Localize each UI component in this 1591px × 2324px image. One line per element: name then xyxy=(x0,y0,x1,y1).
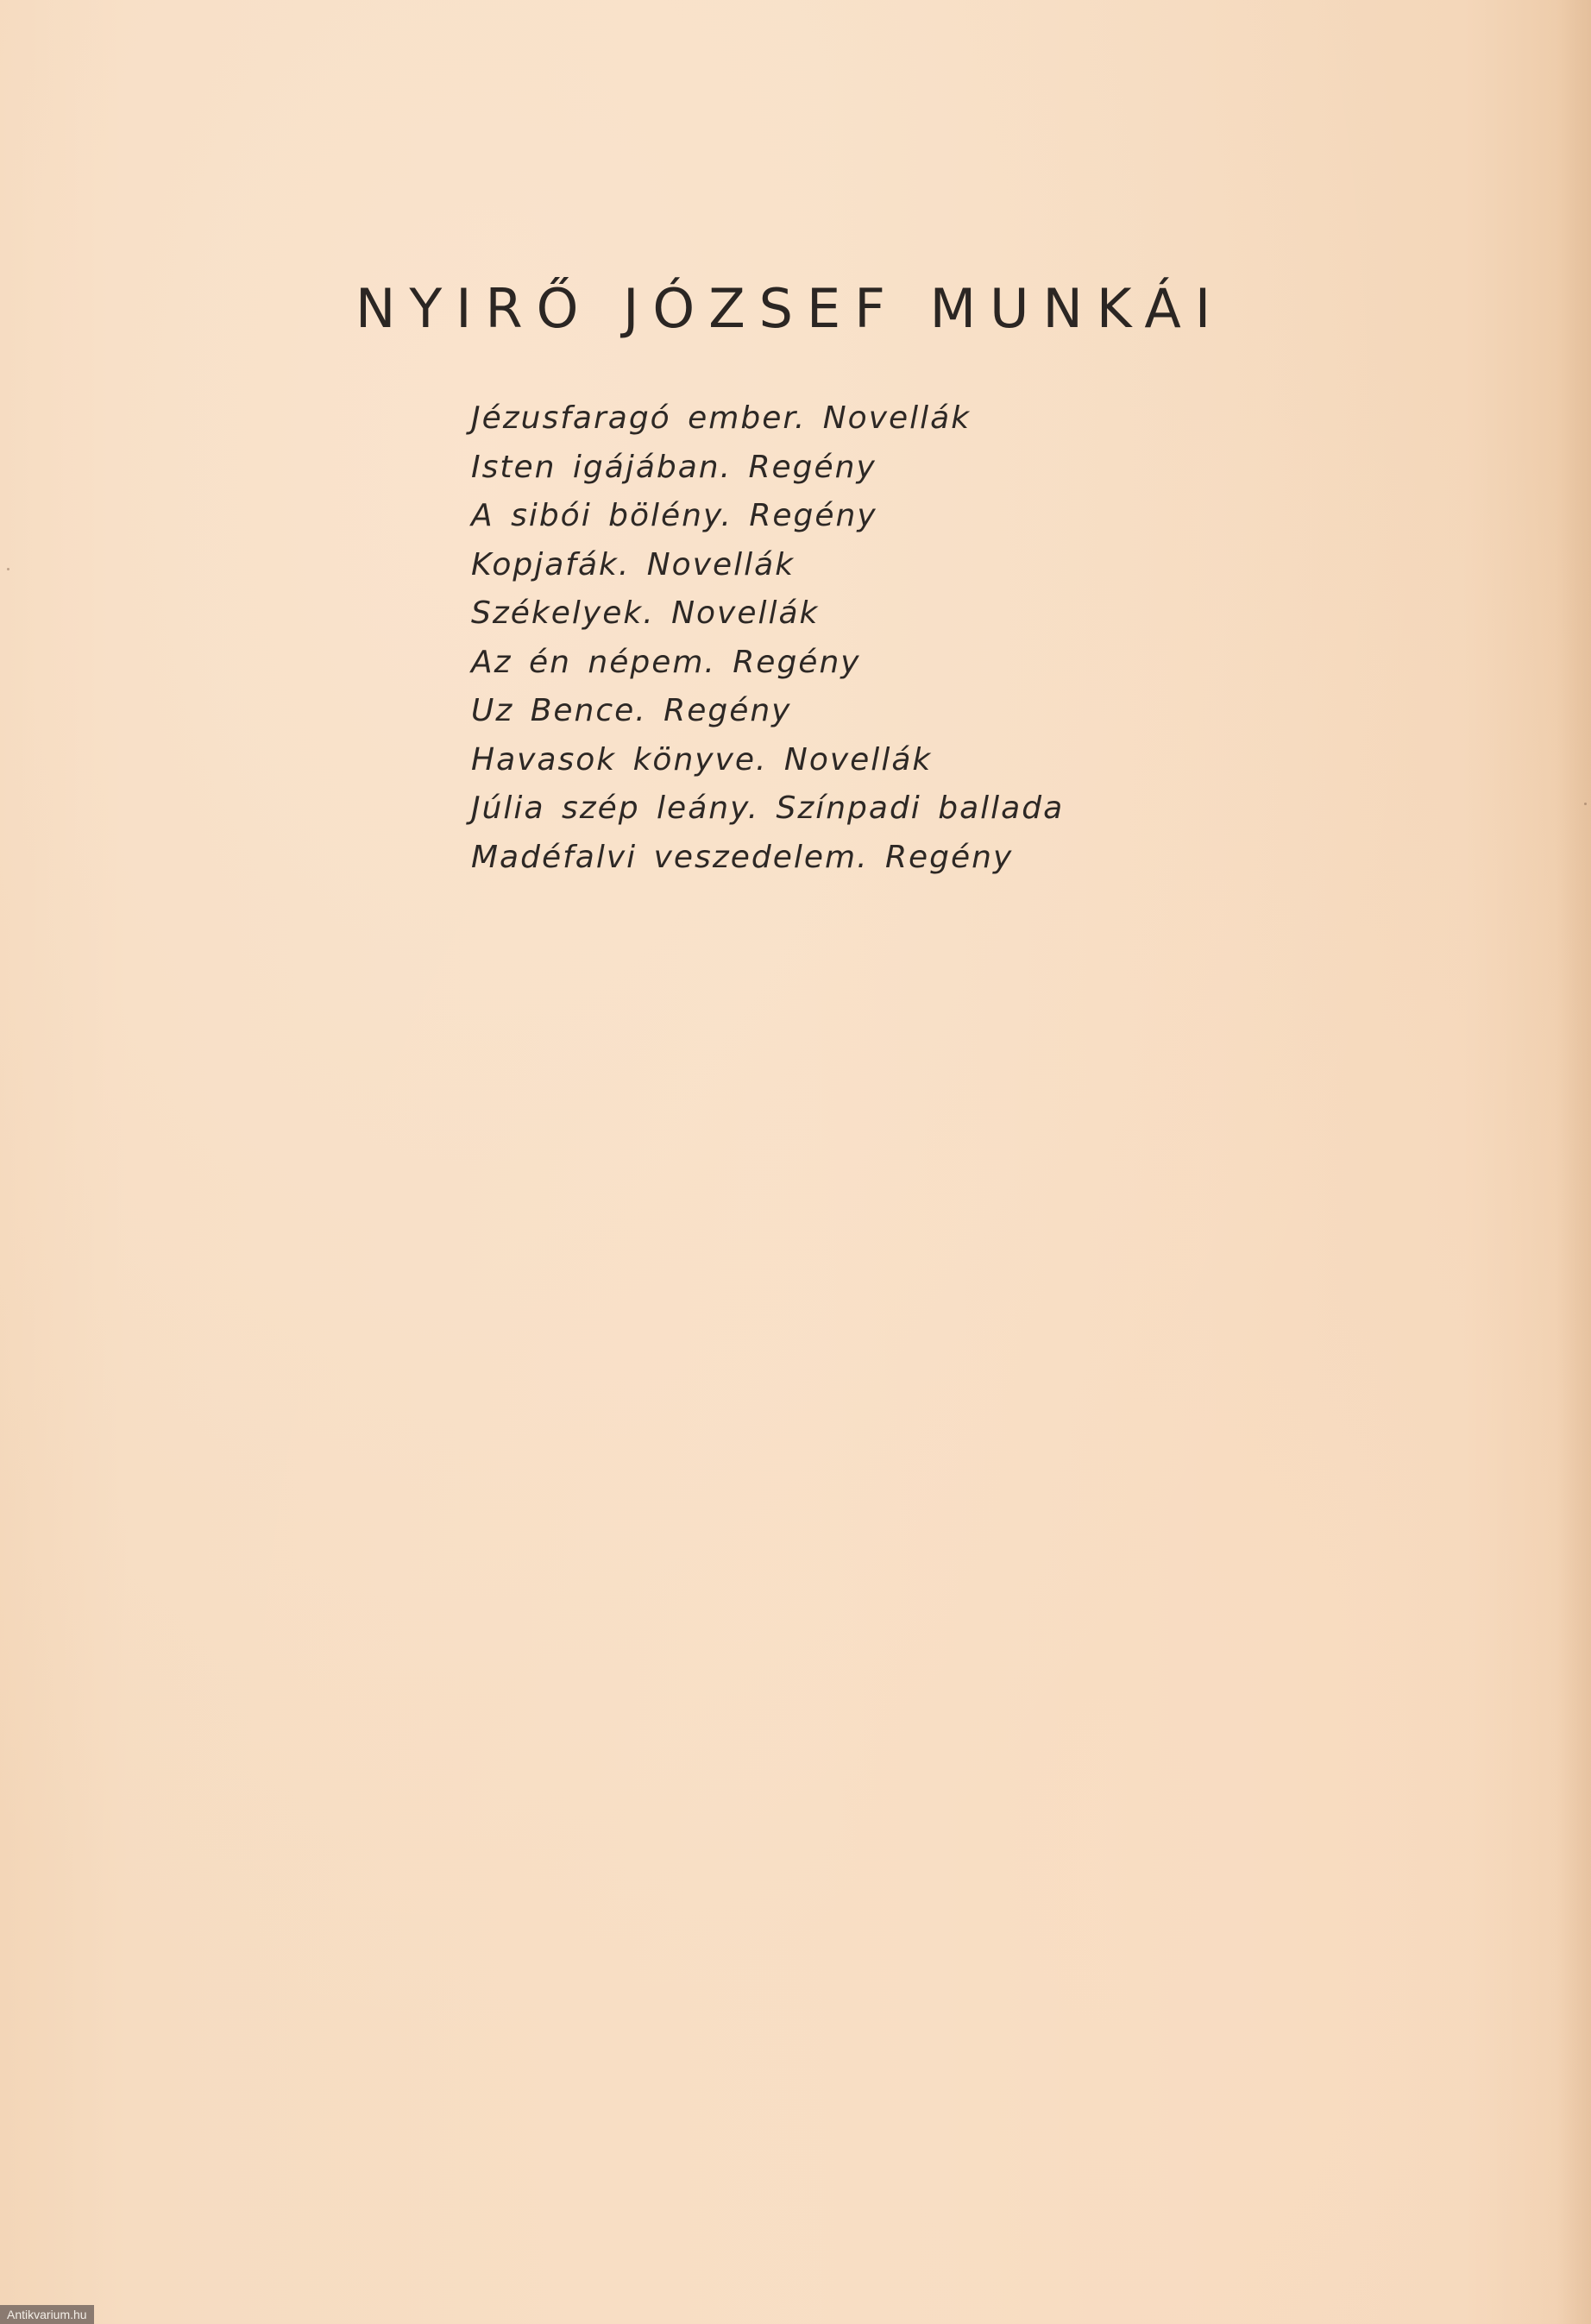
list-item: Madéfalvi veszedelem. Regény xyxy=(471,839,1014,875)
works-list xyxy=(471,394,1064,882)
list-item: Székelyek. Novellák xyxy=(471,595,820,631)
paper-speck xyxy=(1584,803,1587,805)
page-title: NYIRŐ JÓZSEF MUNKÁI xyxy=(355,277,1225,340)
list-item: Uz Bence. Regény xyxy=(471,693,792,728)
watermark: Antikvarium.hu xyxy=(0,2305,94,2324)
paper-speck xyxy=(7,568,9,570)
list-item: Az én népem. Regény xyxy=(471,644,861,680)
list-item: Jézusfaragó ember. Novellák xyxy=(471,400,972,436)
list-item: Havasok könyve. Novellák xyxy=(471,741,933,778)
list-item: Kopjafák. Novellák xyxy=(471,546,796,583)
page-edge-shadow xyxy=(1556,0,1591,2324)
list-item: A sibói bölény. Regény xyxy=(471,498,877,533)
list-item: Júlia szép leány. Színpadi ballada xyxy=(471,790,1065,826)
list-item: Isten igájában. Regény xyxy=(471,449,877,485)
